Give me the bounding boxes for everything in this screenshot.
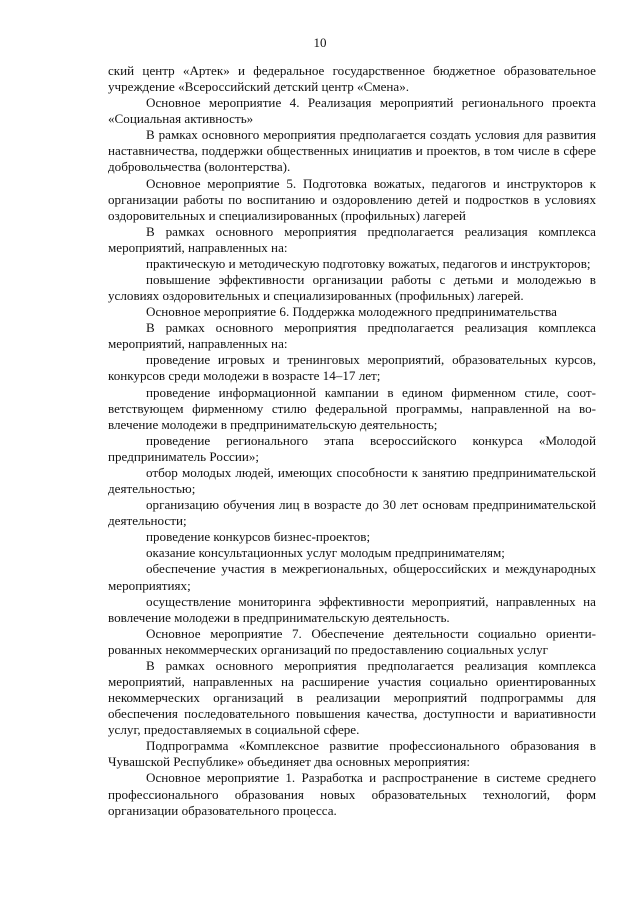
paragraph: осуществление мониторинга эффективности мероприятий, направленных на вовлечение молодежи в предпринимательскую деятельность. [108, 593, 596, 625]
paragraph: Основное мероприятие 6. Поддержка молодежного предпринимательства [146, 304, 557, 320]
paragraph: отбор молодых людей, имеющих способности к занятию предпринимательской деятельностью; [108, 464, 596, 497]
paragraph: ский центр «Артек» и федеральное государственное бюджетное образовательное учреждение «Всероссийский детский центр «Смена». [108, 63, 596, 95]
paragraph: Основное мероприятие 4. Реализация мероприятий регионального проекта «Социальная активность» [108, 95, 596, 127]
paragraph: оказание консультационных услуг молодым предпринимателям; [146, 545, 505, 561]
paragraph: В рамках основного мероприятия предполагается реализация комплекса мероприятий, направленных на: [108, 320, 596, 352]
paragraph: В рамках основного мероприятия предполагается создать условия для развития наставничества, поддержки общественных инициатив и проектов, в том числе в сфере добровольчества (волонтерства). [108, 127, 596, 175]
paragraph: проведение игровых и тренинговых мероприятий, образовательных курсов, конкурсов среди молодежи в возрасте 14–17 лет; [108, 352, 596, 384]
paragraph: Основное мероприятие 5. Подготовка вожатых, педагогов и инструкторов к организации работы по воспитанию и оздоровлению детей и подростков в условиях оздоровительных и специализированных (профильных) лагерей [108, 175, 596, 223]
paragraph: Основное мероприятие 7. Обеспечение деятельности социально ориентированных некоммерческих организаций по предоставлению социальных услуг [108, 625, 596, 657]
paragraph: В рамках основного мероприятия предполагается реализация комплекса мероприятий, направленных на расширение участия социально ориентированных некоммерческих организаций в реализации мероприятий подпрограммы для обеспечения последовательного повышения качества, доступности и вариативности услуг, предоставляемых в социальной сфере. [108, 657, 596, 738]
paragraph: обеспечение участия в межрегиональных, общероссийских и международных мероприятиях; [108, 561, 596, 593]
paragraph: практическую и методическую подготовку вожатых, педагогов и инструкторов; [146, 255, 591, 271]
page-number: 10 [313, 35, 327, 50]
paragraph: Подпрограмма «Комплексное развитие профессионального образования в Чувашской Республике» объединяет два основных мероприятия: [108, 738, 596, 770]
paragraph: проведение регионального этапа всероссийского конкурса «Молодой предприниматель России»; [108, 432, 596, 464]
paragraph: проведение конкурсов бизнес-проектов; [146, 529, 371, 545]
paragraph: Основное мероприятие 1. Разработка и распространение в системе среднего профессионального образования новых образовательных технологий, форм организации образовательного процесса. [108, 770, 596, 818]
paragraph: организацию обучения лиц в возрасте до 30 лет основам предпринимательской деятельности; [108, 497, 596, 529]
paragraph: В рамках основного мероприятия предполагается реализация комплекса мероприятий, направленных на: [108, 223, 596, 255]
document-body [108, 63, 596, 819]
paragraph: проведение информационной кампании в едином фирменном стиле, соответствующем фирменному стилю федеральной программы, направленной на вовлечение молодежи в предпринимательскую деятельность; [108, 384, 596, 432]
paragraph: повышение эффективности организации работы с детьми и молодежью в условиях оздоровительных и специализированных (профильных) лагерей. [108, 272, 596, 304]
